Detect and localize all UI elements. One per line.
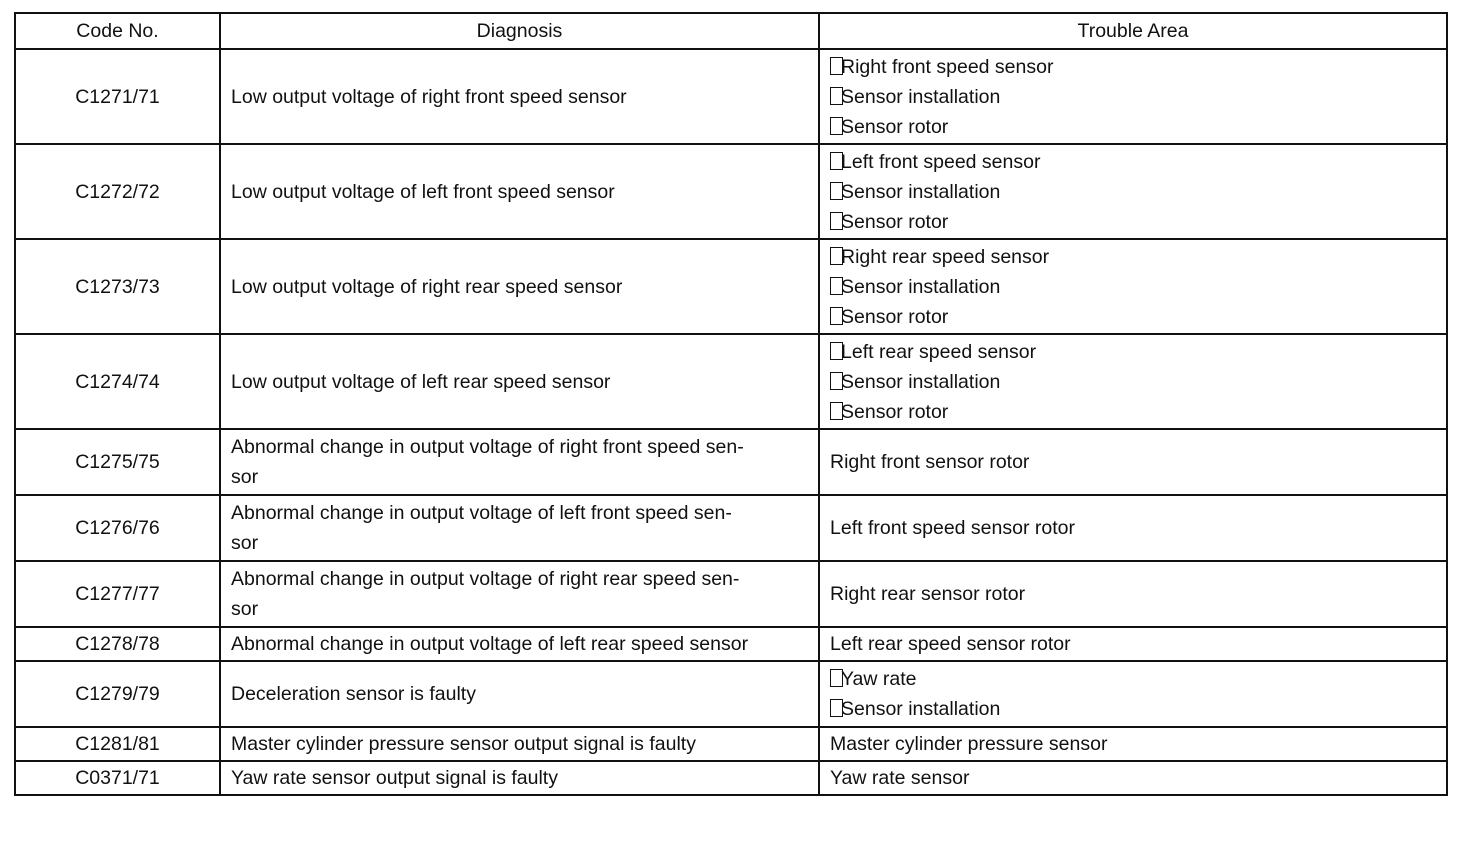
trouble-area-item: Right front speed sensor: [830, 52, 1436, 82]
diagnosis-cell: [220, 495, 819, 561]
table-row: [15, 561, 1447, 627]
table-row: [15, 495, 1447, 561]
diagnosis-cell: Low output voltage of right rear speed sensor: [220, 239, 819, 334]
trouble-area-cell: [819, 144, 1447, 239]
diagnosis-cell: [220, 561, 819, 627]
trouble-area-item: Sensor installation: [830, 367, 1436, 397]
table-row: [15, 49, 1447, 144]
diagnosis-cell: Yaw rate sensor output signal is faulty: [220, 761, 819, 795]
diagnosis-cell: Abnormal change in output voltage of left rear speed sensor: [220, 627, 819, 661]
header-code: Code No.: [15, 13, 220, 49]
trouble-area-item: Sensor rotor: [830, 207, 1436, 237]
trouble-area-cell: [819, 661, 1447, 727]
trouble-area-item: Sensor installation: [830, 694, 1436, 724]
trouble-area-item: Sensor rotor: [830, 112, 1436, 142]
code-cell: C1279/79: [15, 661, 220, 727]
trouble-area-cell: Right rear sensor rotor: [819, 561, 1447, 627]
code-cell: C1277/77: [15, 561, 220, 627]
trouble-area-cell: Master cylinder pressure sensor: [819, 727, 1447, 761]
code-cell: C1275/75: [15, 429, 220, 495]
table-row: [15, 144, 1447, 239]
table-row: [15, 661, 1447, 727]
diagnosis-cell: [220, 429, 819, 495]
diagnosis-cell: Low output voltage of left front speed sensor: [220, 144, 819, 239]
table-row: [15, 727, 1447, 761]
diagnosis-line: sor: [231, 466, 259, 488]
diagnosis-cell: Low output voltage of right front speed sensor: [220, 49, 819, 144]
trouble-area-item: Sensor installation: [830, 177, 1436, 207]
trouble-code-table: [14, 12, 1448, 796]
diagnosis-line: Abnormal change in output voltage of right front speed sen-: [231, 436, 744, 458]
table-row: [15, 627, 1447, 661]
diagnosis-cell: Low output voltage of left rear speed sensor: [220, 334, 819, 429]
trouble-area-cell: [819, 239, 1447, 334]
diagnosis-line: Abnormal change in output voltage of left front speed sen-: [231, 502, 732, 524]
table-row: [15, 429, 1447, 495]
trouble-area-cell: Right front sensor rotor: [819, 429, 1447, 495]
code-cell: C1272/72: [15, 144, 220, 239]
trouble-area-cell: Left rear speed sensor rotor: [819, 627, 1447, 661]
trouble-area-cell: Left front speed sensor rotor: [819, 495, 1447, 561]
header-row: [15, 13, 1447, 49]
trouble-area-item: Sensor rotor: [830, 397, 1436, 427]
diagnosis-line: sor: [231, 532, 259, 554]
header-diagnosis: Diagnosis: [220, 13, 819, 49]
header-trouble-area: Trouble Area: [819, 13, 1447, 49]
trouble-area-cell: [819, 334, 1447, 429]
trouble-area-cell: Yaw rate sensor: [819, 761, 1447, 795]
code-cell: C1281/81: [15, 727, 220, 761]
diagnosis-cell: Deceleration sensor is faulty: [220, 661, 819, 727]
diagnosis-line: sor: [231, 598, 259, 620]
trouble-area-item: Left front speed sensor: [830, 147, 1436, 177]
code-cell: C1278/78: [15, 627, 220, 661]
trouble-area-item: Left rear speed sensor: [830, 337, 1436, 367]
code-cell: C1274/74: [15, 334, 220, 429]
table-row: [15, 239, 1447, 334]
trouble-area-cell: [819, 49, 1447, 144]
code-cell: C0371/71: [15, 761, 220, 795]
code-cell: C1271/71: [15, 49, 220, 144]
code-cell: C1273/73: [15, 239, 220, 334]
trouble-area-item: Sensor rotor: [830, 302, 1436, 332]
trouble-area-item: Right rear speed sensor: [830, 242, 1436, 272]
code-cell: C1276/76: [15, 495, 220, 561]
table-row: [15, 761, 1447, 795]
diagnosis-line: Abnormal change in output voltage of right rear speed sen-: [231, 568, 740, 590]
diagnosis-cell: Master cylinder pressure sensor output signal is faulty: [220, 727, 819, 761]
trouble-area-item: Yaw rate: [830, 664, 1436, 694]
trouble-area-item: Sensor installation: [830, 272, 1436, 302]
trouble-area-item: Sensor installation: [830, 82, 1436, 112]
table-row: [15, 334, 1447, 429]
